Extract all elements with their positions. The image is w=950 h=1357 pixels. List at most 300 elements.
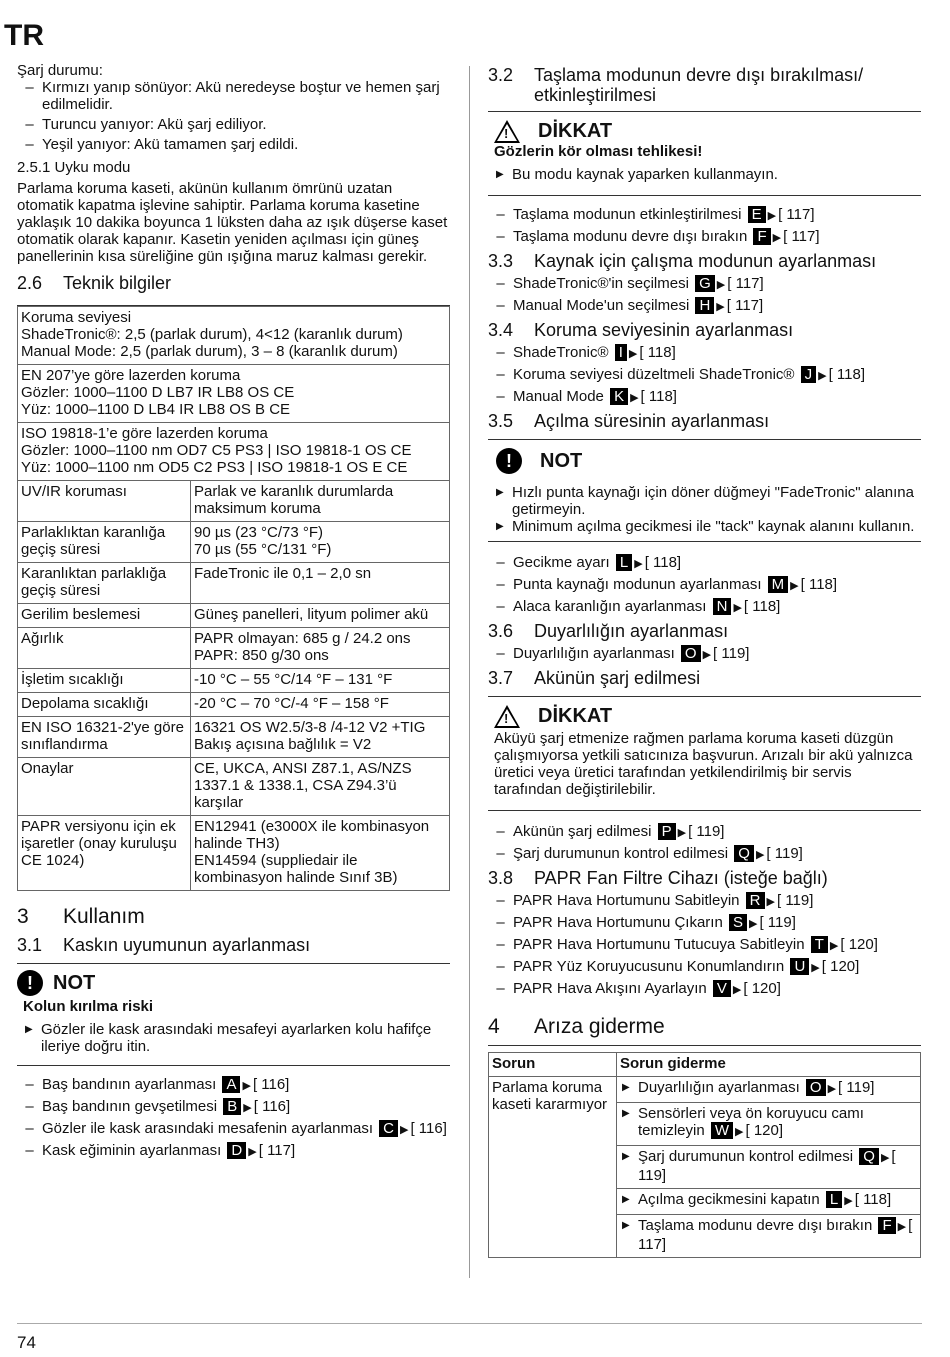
sensitivity-steps — [488, 645, 921, 664]
step-item — [488, 366, 921, 385]
page-reference[interactable]: [ 118] — [644, 554, 682, 571]
page-reference[interactable]: [ 117] — [638, 1217, 913, 1253]
list-item-text: Turuncu yanıyor: Akü şarj ediliyor. — [42, 116, 267, 133]
step-item — [488, 297, 921, 316]
warning-title: Gözlerin kör olması tehlikesi! — [494, 143, 703, 160]
section-number: 3.7 — [488, 668, 514, 688]
page-reference[interactable]: [ 119] — [688, 823, 725, 840]
cell-line: Gözler: 1000–1100 D LB7 IR LB8 OS CE — [21, 384, 295, 401]
dash-bullet: – — [496, 275, 505, 292]
section-heading-3-7 — [488, 668, 921, 697]
dash-bullet: – — [496, 645, 505, 662]
page-reference[interactable]: [ 117] — [727, 275, 764, 292]
step-item — [488, 206, 921, 225]
note-title: Kolun kırılma riski — [23, 998, 154, 1015]
dash-bullet: – — [496, 228, 505, 245]
figure-key: E — [748, 206, 766, 223]
exclamation-icon: ! — [496, 448, 522, 474]
sleep-mode-heading: 2.5.1 Uyku modu — [17, 159, 131, 176]
table-row — [18, 563, 450, 604]
section-number: 3.4 — [488, 320, 514, 340]
spec-key: İşletim sıcaklığı — [18, 669, 191, 693]
arrow-right-icon: ▶ — [628, 348, 638, 360]
dash-bullet: – — [496, 914, 505, 931]
step-label: PAPR Hava Hortumunu Sabitleyin — [513, 892, 740, 909]
step-text — [513, 206, 921, 225]
page-reference[interactable]: [ 117] — [783, 228, 820, 245]
table-row — [18, 693, 450, 717]
step-text — [513, 275, 921, 294]
dash-bullet: – — [25, 1142, 34, 1159]
triangle-bullet-icon: ▶ — [622, 1220, 630, 1231]
step-label: Alaca karanlığın ayarlanması — [513, 598, 707, 615]
step-item — [488, 936, 921, 955]
dash-bullet: – — [496, 554, 505, 571]
protection-steps — [488, 344, 921, 407]
figure-key: D — [227, 1142, 246, 1159]
step-item — [17, 1142, 450, 1161]
fix-cell — [617, 1189, 921, 1215]
figure-key: N — [713, 598, 732, 615]
step-text — [513, 344, 921, 363]
step-label: Baş bandının gevşetilmesi — [42, 1098, 218, 1115]
step-item — [17, 1076, 450, 1095]
page-reference[interactable]: [ 119] — [776, 892, 814, 909]
fix-item — [620, 1079, 917, 1098]
figure-key: K — [610, 388, 628, 405]
step-item — [488, 892, 921, 911]
arrow-right-icon: ▶ — [755, 849, 765, 861]
page-reference[interactable]: [ 117] — [726, 297, 764, 314]
fix-item — [620, 1191, 917, 1210]
section-title: PAPR Fan Filtre Cihazı (isteğe bağlı) — [534, 868, 828, 888]
note-bullet-text: Minimum açılma gecikmesi ile "tack" kaynak alanını kullanın. — [512, 518, 915, 535]
step-item — [488, 344, 921, 363]
spec-key: EN ISO 16321-2'ye göre sınıflandırma — [18, 717, 191, 758]
page-reference[interactable]: [ 118] — [828, 366, 866, 383]
dash-bullet: – — [496, 845, 505, 862]
figure-key: R — [746, 892, 765, 909]
step-label: Akünün şarj edilmesi — [513, 823, 652, 840]
note-header — [488, 448, 921, 474]
arrow-right-icon: ▶ — [844, 1195, 853, 1207]
note-header — [17, 970, 450, 996]
note-bullet-text: Gözler ile kask arasındaki mesafeyi ayarlarken kolu hafifçe ileriye doğru itin. — [41, 1021, 432, 1055]
step-label: Punta kaynağı modunun ayarlanması — [513, 576, 762, 593]
spec-value: CE, UKCA, ANSI Z87.1, AS/NZS 1337.1 & 1338.1, CSA Z94.3’ü karşılar — [191, 758, 450, 816]
page-reference[interactable]: [ 119] — [638, 1148, 896, 1184]
page-reference[interactable]: [ 116] — [410, 1120, 447, 1137]
spec-key: UV/IR koruması — [18, 481, 191, 522]
page-reference[interactable]: [ 120] — [840, 936, 878, 953]
step-text — [513, 228, 921, 247]
list-item: – Kırmızı yanıp sönüyor: Akü neredeyse boştur ve hemen şarj edilmelidir. — [17, 79, 450, 113]
cell-line: ISO 19818-1’e göre lazerden koruma — [21, 425, 268, 442]
step-text — [513, 366, 921, 385]
sleep-mode-text: Parlama koruma kaseti, akünün kullanım ömrünü uzatan otomatik kapatma işlevine sahiptir. Parlama koruma kasetine yaklaşık 10 dakika boyunca 1 lüksten daha az ışık düşerse kaset otomatik olarak kapanır. Kasetin yeniden açılması için güneş panellerinin kısa süreliğine gün ışığına maruz kalması gerekir. — [17, 180, 448, 265]
fix-item — [620, 1217, 917, 1253]
section-number: 3.6 — [488, 621, 514, 641]
table-row — [18, 522, 450, 563]
table-row — [18, 669, 450, 693]
spec-key: Gerilim beslemesi — [18, 604, 191, 628]
step-item — [488, 914, 921, 933]
cell-line: Yüz: 1000–1100 nm OD5 C2 PS3 | ISO 19818-1 OS E CE — [21, 459, 408, 476]
dash-bullet: – — [25, 1076, 34, 1093]
note-bullet-text: Hızlı punta kaynağı için döner düğmeyi "FadeTronic" alanına getirmeyin. — [512, 484, 914, 518]
figure-key: F — [753, 228, 770, 245]
note-bullet — [488, 518, 921, 535]
section-number: 3.1 — [17, 935, 43, 955]
step-label: PAPR Hava Hortumunu Çıkarın — [513, 914, 723, 931]
fix-cell — [617, 1215, 921, 1258]
section-heading-3-8 — [488, 868, 921, 888]
page-reference[interactable]: [ 119] — [713, 645, 750, 662]
cell-line: Yüz: 1000–1100 D LB4 IR LB8 OS B CE — [21, 401, 291, 418]
table-cell — [18, 307, 450, 365]
triangle-bullet-icon: ▶ — [622, 1151, 630, 1162]
triangle-bullet-icon: ▶ — [622, 1082, 630, 1093]
table-row — [18, 628, 450, 669]
section-number: 3.3 — [488, 251, 514, 271]
section-number: 3.2 — [488, 65, 514, 85]
table-row — [18, 758, 450, 816]
dash-bullet: – — [496, 980, 505, 997]
right-column — [488, 62, 921, 1258]
figure-key: O — [806, 1079, 826, 1096]
table-row — [18, 481, 450, 522]
figure-key: J — [801, 366, 817, 383]
step-label: Koruma seviyesi düzeltmeli ShadeTronic® — [513, 366, 795, 383]
cell-line: Koruma seviyesi — [21, 309, 132, 326]
note-bullet — [17, 1021, 450, 1066]
step-text — [42, 1142, 450, 1161]
step-text — [513, 388, 921, 407]
spec-value: 90 µs (23 °C/73 °F) 70 µs (55 °C/131 °F) — [191, 522, 450, 563]
section-number: 2.6 — [17, 273, 43, 293]
dash-bullet: – — [25, 1120, 34, 1137]
section-heading-3-6 — [488, 621, 921, 641]
step-text — [42, 1076, 450, 1095]
arrow-right-icon: ▶ — [827, 1083, 837, 1095]
footer-rule — [17, 1323, 922, 1324]
section-title: Akünün şarj edilmesi — [534, 668, 701, 688]
table-row — [18, 816, 450, 891]
section-title: Teknik bilgiler — [63, 273, 172, 293]
table-row — [18, 365, 450, 423]
page-reference[interactable]: [ 118] — [854, 1191, 892, 1208]
troubleshooting-table — [488, 1052, 921, 1258]
cell-line: EN 207’ye göre lazerden koruma — [21, 367, 241, 384]
figure-key: H — [695, 297, 714, 314]
section-number: 4 — [488, 1015, 500, 1038]
spec-value: -10 °C – 55 °C/14 °F – 131 °F — [191, 669, 450, 693]
step-label: Duyarlılığın ayarlanması — [513, 645, 675, 662]
arrow-right-icon: ▶ — [630, 392, 639, 404]
section-title: Taşlama modunun devre dışı bırakılması/ etkinleştirilmesi — [534, 65, 864, 105]
dash-bullet: – — [496, 297, 505, 314]
step-item — [488, 275, 921, 294]
figure-key: L — [616, 554, 632, 571]
figure-key: A — [222, 1076, 240, 1093]
list-item: – Yeşil yanıyor: Akü tamamen şarj edildi. — [17, 136, 450, 153]
step-label: PAPR Yüz Koruyucusunu Konumlandırın — [513, 958, 785, 975]
charge-status-title: Şarj durumu: — [17, 62, 103, 79]
table-cell — [18, 365, 450, 423]
step-text — [513, 892, 921, 911]
table-row — [18, 604, 450, 628]
list-item-text: Yeşil yanıyor: Akü tamamen şarj edildi. — [42, 136, 299, 153]
arrow-right-icon: ▶ — [677, 827, 687, 839]
spec-value: PAPR olmayan: 685 g / 24.2 ons PAPR: 850 g/30 ons — [191, 628, 450, 669]
spec-value: FadeTronic ile 0,1 – 2,0 sn — [191, 563, 450, 604]
arrow-right-icon: ▶ — [732, 984, 742, 996]
warning-text: Aküyü şarj etmenize rağmen parlama koruma kaseti düzgün çalışmıyorsa yetkili satıcınıza başvurun. Arızalı bir akü yalnızca üretici veya üretici tarafından yetkilendirilmiş bir servis tarafından değiştirilebilir. — [488, 730, 921, 811]
section-title: Arıza giderme — [534, 1015, 665, 1038]
page-reference[interactable]: [ 117] — [258, 1142, 296, 1159]
fix-item — [620, 1148, 917, 1184]
figure-key: O — [681, 645, 701, 662]
step-text — [513, 936, 921, 955]
section-number: 3 — [17, 905, 29, 928]
arrow-right-icon: ▶ — [634, 558, 643, 570]
step-text — [513, 554, 921, 573]
section-heading-3-5 — [488, 411, 921, 440]
step-item — [488, 576, 921, 595]
page-reference[interactable]: [ 120] — [743, 980, 781, 997]
section-title: Kaskın uyumunun ayarlanması — [63, 935, 311, 955]
left-column — [17, 62, 450, 1164]
step-text — [513, 297, 921, 316]
step-item — [488, 554, 921, 573]
fix-label: Sensörleri veya ön koruyucu camı temizleyin — [638, 1105, 864, 1139]
figure-key: W — [711, 1122, 733, 1139]
warning-header — [488, 705, 921, 728]
grinding-steps — [488, 206, 921, 247]
section-title: Açılma süresinin ayarlanması — [534, 411, 770, 431]
step-item — [488, 598, 921, 617]
triangle-bullet-icon: ▶ — [622, 1108, 630, 1119]
spec-value: -20 °C – 70 °C/-4 °F – 158 °F — [191, 693, 450, 717]
section-heading-3-3 — [488, 251, 921, 271]
section-heading-3-4 — [488, 320, 921, 340]
page-reference[interactable]: [ 120] — [745, 1122, 784, 1139]
step-label: Taşlama modunun etkinleştirilmesi — [513, 206, 742, 223]
welding-mode-steps — [488, 275, 921, 316]
arrow-right-icon: ▶ — [767, 210, 777, 222]
cell-line: Manual Mode: 2,5 (parlak durum), 3 – 8 (karanlık durum) — [21, 343, 398, 360]
page-reference[interactable]: [ 118] — [639, 344, 676, 361]
warning-header — [488, 120, 921, 143]
page-reference[interactable]: [ 119] — [838, 1079, 875, 1096]
step-item — [488, 958, 921, 977]
figure-key: S — [729, 914, 747, 931]
dash-bullet: – — [496, 576, 505, 593]
figure-key: U — [790, 958, 809, 975]
fix-text — [638, 1217, 917, 1253]
table-header-row — [489, 1053, 921, 1077]
section-heading-3 — [17, 905, 450, 929]
triangle-bullet-icon: ▶ — [496, 169, 504, 180]
section-number: 3.8 — [488, 868, 514, 888]
spec-key: Parlaklıktan karanlığa geçiş süresi — [18, 522, 191, 563]
table-row — [18, 307, 450, 365]
arrow-right-icon: ▶ — [880, 1152, 890, 1164]
column-divider — [469, 66, 470, 1278]
fix-label: Duyarlılığın ayarlanması — [638, 1079, 800, 1096]
fix-label: Taşlama modunu devre dışı bırakın — [638, 1217, 873, 1234]
step-label: Baş bandının ayarlanması — [42, 1076, 217, 1093]
step-item — [488, 823, 921, 842]
step-item — [17, 1098, 450, 1117]
arrow-right-icon: ▶ — [716, 279, 726, 291]
arrow-right-icon: ▶ — [772, 232, 782, 244]
column-header: Sorun — [489, 1053, 617, 1077]
note-bullet — [488, 484, 921, 518]
fix-item — [620, 1105, 917, 1141]
spec-key: Karanlıktan parlaklığa geçiş süresi — [18, 563, 191, 604]
arrow-right-icon: ▶ — [716, 301, 725, 313]
page-reference[interactable]: [ 119] — [766, 845, 803, 862]
step-item — [488, 228, 921, 247]
spec-value: 16321 OS W2.5/3-8 /4-12 V2 +TIG Bakış açısına bağlılık = V2 — [191, 717, 450, 758]
step-label: Gecikme ayarı — [513, 554, 610, 571]
triangle-bullet-icon: ▶ — [25, 1024, 33, 1035]
arrow-right-icon: ▶ — [829, 940, 839, 952]
figure-key: T — [811, 936, 828, 953]
spec-value: Parlak ve karanlık durumlarda maksimum koruma — [191, 481, 450, 522]
warning-bullet-text: Bu modu kaynak yaparken kullanmayın. — [512, 166, 778, 183]
arrow-right-icon: ▶ — [766, 896, 775, 908]
step-label: ShadeTronic®'in seçilmesi — [513, 275, 689, 292]
fix-cell — [617, 1077, 921, 1103]
step-label: Manual Mode'un seçilmesi — [513, 297, 690, 314]
papr-steps — [488, 892, 921, 999]
arrow-right-icon: ▶ — [400, 1124, 409, 1136]
section-heading-4 — [488, 1015, 921, 1046]
arrow-right-icon: ▶ — [702, 649, 712, 661]
table-row — [489, 1077, 921, 1103]
spec-value: EN12941 (e3000X ile kombinasyon halinde TH3) EN14594 (suppliedair ile kombinasyon halinde Sınıf 3B) — [191, 816, 450, 891]
fix-text — [638, 1105, 917, 1141]
step-text — [513, 914, 921, 933]
arrow-right-icon: ▶ — [243, 1102, 252, 1114]
arrow-right-icon: ▶ — [248, 1146, 257, 1158]
arrow-right-icon: ▶ — [790, 580, 799, 592]
fix-cell — [617, 1146, 921, 1189]
note-label: NOT — [53, 971, 96, 994]
page-reference[interactable]: [ 116] — [252, 1076, 290, 1093]
dash-bullet: – — [496, 936, 505, 953]
cell-line: Gözler: 1000–1100 nm OD7 C5 PS3 | ISO 19818-1 OS CE — [21, 442, 412, 459]
arrow-right-icon: ▶ — [733, 602, 742, 614]
fix-text — [638, 1148, 917, 1184]
section-heading-3-2 — [488, 65, 921, 112]
step-label: PAPR Hava Akışını Ayarlayın — [513, 980, 707, 997]
page-reference[interactable]: [ 116] — [253, 1098, 291, 1115]
table-cell — [18, 423, 450, 481]
step-text — [513, 598, 921, 617]
figure-key: M — [768, 576, 789, 593]
figure-key: L — [826, 1191, 842, 1208]
battery-steps — [488, 823, 921, 864]
arrow-right-icon: ▶ — [749, 918, 758, 930]
step-text — [513, 823, 921, 842]
step-item — [488, 845, 921, 864]
warning-triangle-icon: ! — [494, 120, 520, 143]
fix-text — [638, 1079, 917, 1098]
step-label: ShadeTronic® — [513, 344, 609, 361]
page-reference[interactable]: [ 120] — [821, 958, 860, 975]
dash-bullet: – — [496, 892, 505, 909]
spec-key: Onaylar — [18, 758, 191, 816]
cell-line: ShadeTronic®: 2,5 (parlak durum), 4<12 (karanlık durum) — [21, 326, 403, 343]
list-item: – Turuncu yanıyor: Akü şarj ediliyor. — [17, 116, 450, 133]
dash-bullet: – — [496, 206, 505, 223]
step-label: Kask eğiminin ayarlanması — [42, 1142, 222, 1159]
figure-key: P — [658, 823, 676, 840]
step-text — [513, 576, 921, 595]
column-header: Sorun giderme — [617, 1053, 921, 1077]
step-item — [17, 1120, 450, 1139]
spec-key: Depolama sıcaklığı — [18, 693, 191, 717]
spec-value: Güneş panelleri, lityum polimer akü — [191, 604, 450, 628]
step-item — [488, 645, 921, 664]
page-number: 74 — [17, 1333, 36, 1352]
step-text — [513, 845, 921, 864]
step-text — [513, 645, 921, 664]
table-row — [18, 717, 450, 758]
note-label: NOT — [540, 449, 583, 472]
arrow-right-icon: ▶ — [242, 1080, 251, 1092]
table-row — [18, 423, 450, 481]
step-text — [513, 958, 921, 977]
spec-key: Ağırlık — [18, 628, 191, 669]
dash-bullet: – — [496, 598, 505, 615]
step-item — [488, 388, 921, 407]
step-label: Taşlama modunu devre dışı bırakın — [513, 228, 748, 245]
note-bullets — [488, 484, 921, 542]
fix-label: Şarj durumunun kontrol edilmesi — [638, 1148, 854, 1165]
list-item-text: Kırmızı yanıp sönüyor: Akü neredeyse boştur ve hemen şarj edilmelidir. — [42, 79, 440, 113]
page-reference[interactable]: [ 118] — [743, 598, 781, 615]
page-reference[interactable]: [ 119] — [759, 914, 796, 931]
page-reference[interactable]: [ 118] — [640, 388, 677, 405]
triangle-bullet-icon: ▶ — [496, 487, 504, 498]
figure-key: I — [615, 344, 627, 361]
figure-key: C — [379, 1120, 398, 1137]
language-code: TR — [4, 19, 44, 52]
fit-steps — [17, 1076, 450, 1161]
step-label: Gözler ile kask arasındaki mesafenin ayarlanması — [42, 1120, 373, 1137]
section-heading-3-1 — [17, 935, 450, 964]
arrow-right-icon: ▶ — [897, 1221, 907, 1233]
figure-key: Q — [734, 845, 754, 862]
dash-bullet: – — [496, 344, 505, 361]
arrow-right-icon: ▶ — [735, 1126, 744, 1138]
fix-label: Açılma gecikmesini kapatın — [638, 1191, 820, 1208]
page-reference[interactable]: [ 118] — [800, 576, 838, 593]
section-title: Kaynak için çalışma modunun ayarlanması — [534, 251, 877, 271]
step-label: PAPR Hava Hortumunu Tutucuya Sabitleyin — [513, 936, 805, 953]
arrow-right-icon: ▶ — [811, 962, 820, 974]
warning-triangle-icon: ! — [494, 705, 520, 728]
arrow-right-icon: ▶ — [818, 370, 827, 382]
dash-bullet: – — [496, 958, 505, 975]
page-reference[interactable]: [ 117] — [778, 206, 815, 223]
fix-text — [638, 1191, 917, 1210]
figure-key: B — [223, 1098, 241, 1115]
